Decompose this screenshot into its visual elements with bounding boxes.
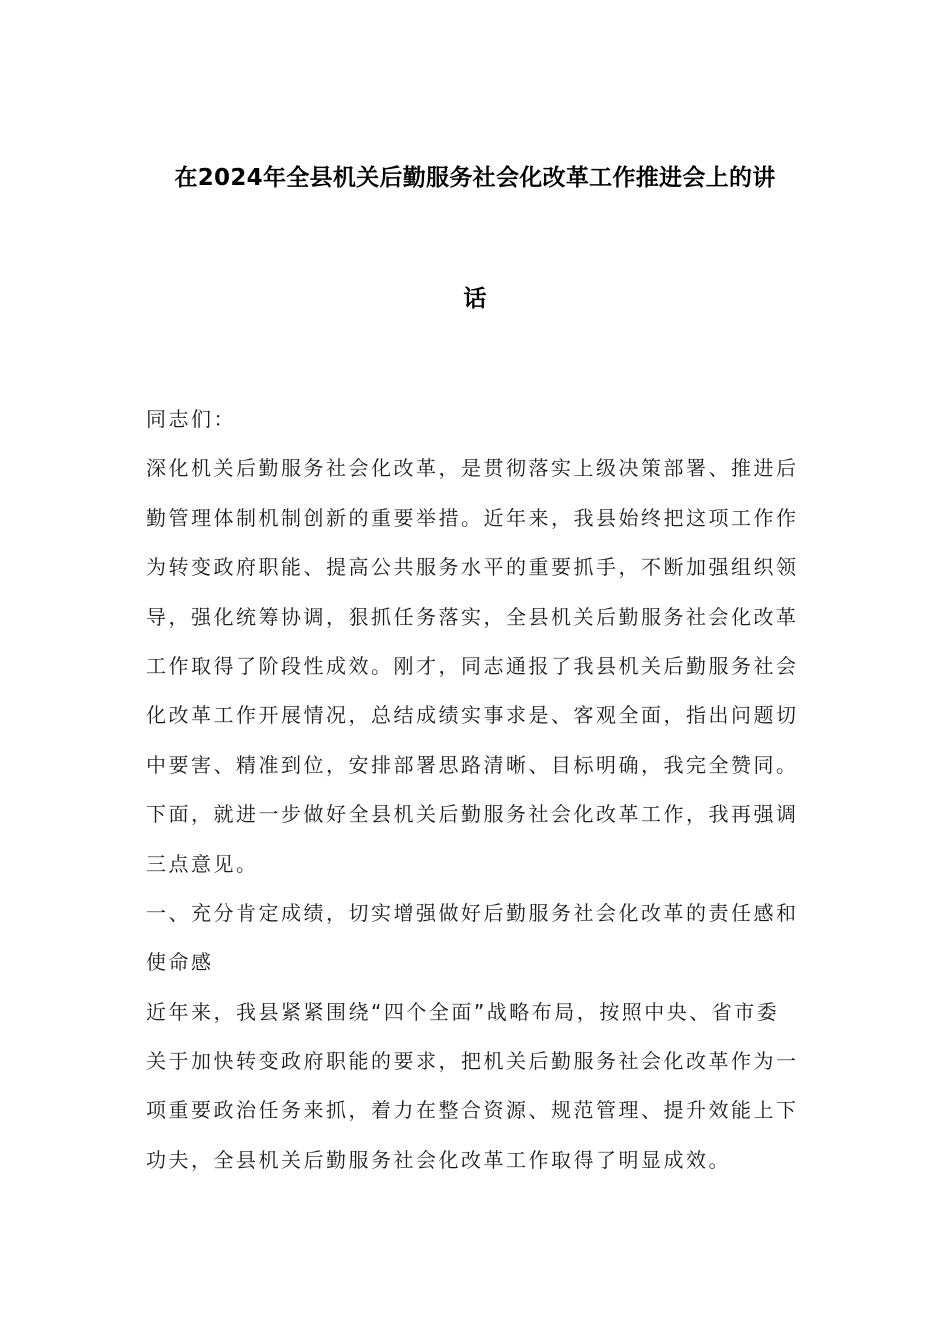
document-body xyxy=(146,395,806,1185)
paragraph-line: 勤管理体制机制创新的重要举措。近年来，我县始终把这项工作作 xyxy=(146,505,799,530)
heading-line: 使命感 xyxy=(146,950,214,975)
document-title-line-1: 在2024年全县机关后勤服务社会化改革工作推进会上的讲 xyxy=(174,165,776,191)
heading-line: 一、充分肯定成绩，切实增强做好后勤服务社会化改革的责任感和 xyxy=(146,900,799,925)
section-1-heading xyxy=(146,889,806,988)
paragraph-line: 化改革工作开展情况，总结成绩实事求是、客观全面，指出问题切 xyxy=(146,703,799,728)
paragraph-line: 下面，就进一步做好全县机关后勤服务社会化改革工作，我再强调 xyxy=(146,802,799,827)
paragraph-line: 关于加快转变政府职能的要求，把机关后勤服务社会化改革作为一 xyxy=(146,1049,799,1074)
paragraph-section-1 xyxy=(146,988,806,1186)
paragraph-line: 功夫，全县机关后勤服务社会化改革工作取得了明显成效。 xyxy=(146,1147,731,1172)
document-title-line-2: 话 xyxy=(463,286,487,312)
paragraph-line: 深化机关后勤服务社会化改革，是贯彻落实上级决策部署、推进后 xyxy=(146,456,799,481)
salutation: 同志们： xyxy=(146,407,236,431)
paragraph-intro xyxy=(146,444,806,889)
paragraph-line: 项重要政治任务来抓，着力在整合资源、规范管理、提升效能上下 xyxy=(146,1098,799,1123)
paragraph-line: 导，强化统筹协调，狠抓任务落实，全县机关后勤服务社会化改革 xyxy=(146,604,799,629)
paragraph-line: 三点意见。 xyxy=(146,851,259,876)
paragraph-line: 工作取得了阶段性成效。刚才，同志通报了我县机关后勤服务社会 xyxy=(146,653,799,678)
paragraph-line: 为转变政府职能、提高公共服务水平的重要抓手，不断加强组织领 xyxy=(146,555,799,580)
paragraph-line: 中要害、精准到位，安排部署思路清晰、目标明确，我完全赞同。 xyxy=(146,752,799,777)
paragraph-line: 近年来，我县紧紧围绕“四个全面”战略布局，按照中央、省市委 xyxy=(146,999,780,1024)
